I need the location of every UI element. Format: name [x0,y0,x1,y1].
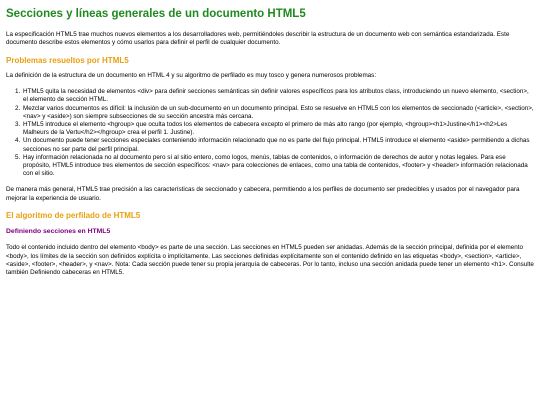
problems-list [6,88,534,178]
list-item: 1. HTML5 quita la necesidad de elementos <div> para definir secciones semánticas sin definir valores específicos para los atributos class, introduciendo un nuevo elemento, <section>, el elemento de sección HTML. [22,88,534,104]
problems-heading: Problemas resueltos por HTML5 [6,55,129,65]
sections-paragraph: Todo el contenido incluido dentro del elemento <body> es parte de una sección. Las secciones en HTML5 pueden ser anidadas. Además de la sección principal, definida por el elemento <body>, los límites de la sección son definidos explícita o implícitamente. Las secciones definidas explícitamente son el contenido definido en las etiquetas <body>, <section>, <article>, <aside>, <footer>, <header>, y <nav>. Nota: Cada sección puede tener su propia jerarquía de cabeceras. Por lo tanto, incluso una sección anidada puede tener un elemento <h1>. Consulte también Definiendo cabeceras en HTML5. [6,244,534,277]
page-title: Secciones y líneas generales de un documento HTML5 [6,8,306,20]
list-item: 2. Mezclar varios documentos es difícil: la inclusión de un sub-documento en un documento principal. Esto se resuelve en HTML5 con los elementos de seccionado (<article>, <section>, <nav> y <aside>) son siempre subsecciones de su sección ancestra más cercana. [22,105,534,121]
list-item: 3. HTML5 introduce el elemento <hgroup> que oculta todos los elementos de cabecera excepto el primero de más alto rango (por ejemplo, <hgroup><h1>Justine</h1><h2>Les Malheurs de la Vertu</h2></hgroup> crea el perfil 1. Justine). [22,121,534,137]
sections-subheading: Definiendo secciones en HTML5 [6,228,111,236]
list-item: 5. Hay información relacionada no al documento pero sí al sitio entero, como logos, menús, tablas de contenidos, o información de derechos de autor y notas legales. Para ese propósito, HTML5 introduce tres elementos de sección específicos: <nav> para colecciones de enlaces, como una tabla de contenidos, <footer> y <header> información relacionada con el sitio. [22,154,534,179]
list-item: 4. Un documento puede tener secciones especiales conteniendo información relacionado que no es parte del flujo principal. HTML5 introduce el elemento <aside> permitiendo a dichas secciones no ser parte del perfil principal. [22,137,534,153]
algorithm-heading: El algoritmo de perfilado de HTML5 [6,211,141,221]
problems-intro: La definición de la estructura de un documento en HTML 4 y su algoritmo de perfilado es muy tosco y genera numerosos problemas: [6,71,377,79]
intro-paragraph: La especificación HTML5 trae muchos nuevos elementos a los desarrolladores web, permitiéndoles describir la estructura de un documento web con semántica estandarizada. Este documento describe estos elementos y cómo usarlos para definir el perfil de cualquier documento. [6,31,510,47]
problems-conclusion: De manera más general, HTML5 trae precisión a las características de seccionado y cabecera, permitiendo a los perfiles de documento ser predecibles y usados por el navegador para mejorar la experiencia de usuario. [6,186,520,202]
